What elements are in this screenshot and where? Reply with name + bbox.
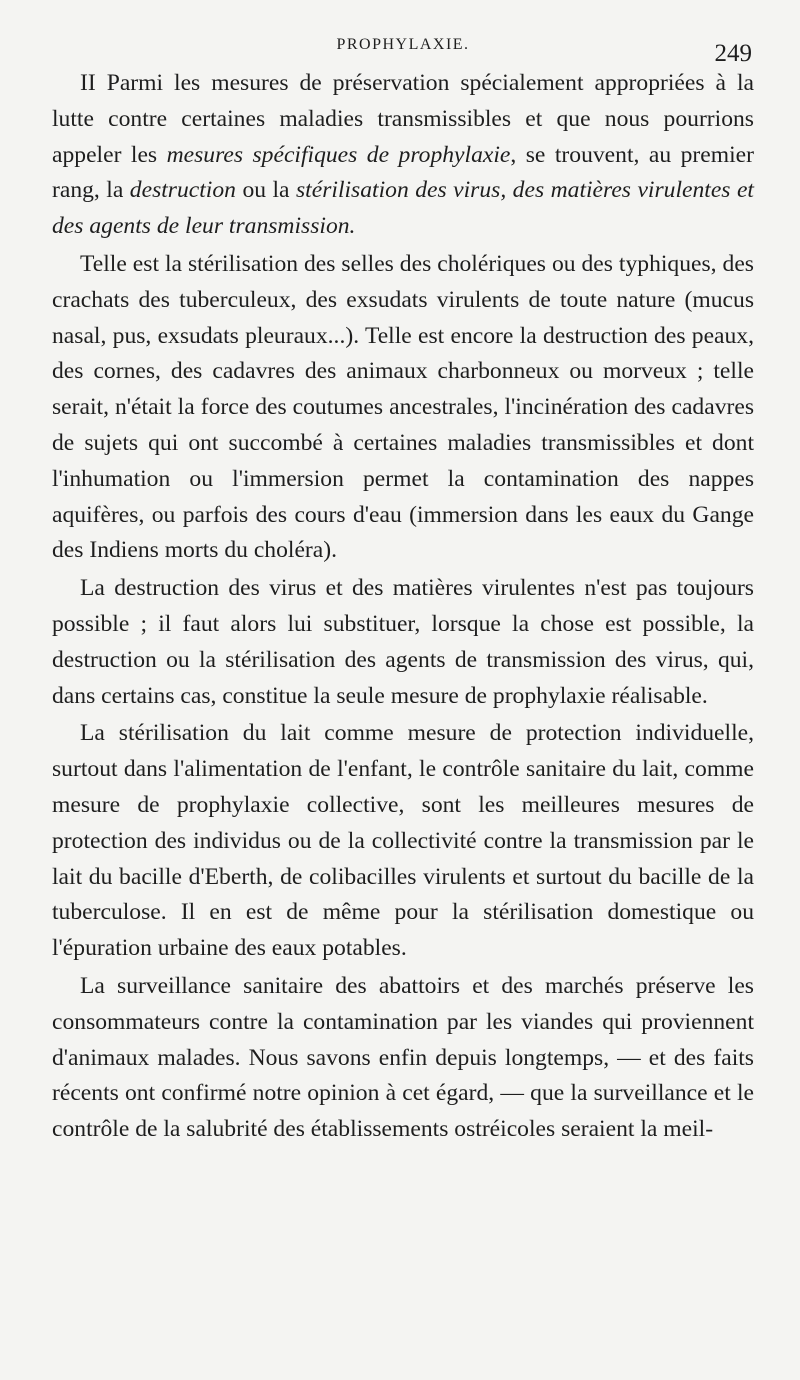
text-segment: II Parmi les mesures de préservation spécialement appropriées à la lutte contre certaines maladies transmissibles et que nous pourrions appeler les (52, 70, 754, 168)
paragraph (52, 716, 754, 967)
paragraph (52, 247, 754, 569)
text-segment: La stérilisation du lait comme mesure de protection individuelle, surtout dans l'alimentation de l'enfant, le contrôle sanitaire du lait, comme mesure de prophylaxie collective, sont les meilleures mesures de protection des individus ou de la collectivité contre la transmission par le lait du bacille d'Eberth, de colibacilles virulents et surtout du bacille de la tuberculose. Il en est de même pour la stérilisation domestique ou l'épuration urbaine des eaux potables. (52, 720, 754, 962)
running-head (52, 30, 754, 66)
body-text (52, 66, 754, 1148)
text-segment: La destruction des virus et des matières virulentes n'est pas toujours possible ; il faut alors lui substituer, lorsque la chose est possible, la destruction ou la stérilisation des agents de transmission des virus, qui, dans certains cas, constitue la seule mesure de prophylaxie réalisable. (52, 575, 754, 709)
italic-segment: stérilisation des virus, des matières virulentes et des agents de leur transmission. (52, 177, 754, 240)
page-number: 249 (714, 40, 752, 67)
running-head-title: PROPHYLAXIE. (336, 36, 470, 53)
italic-segment: destruction (129, 177, 236, 204)
text-segment: Telle est la stérilisation des selles des cholériques ou des typhiques, des crachats des tuberculeux, des exsudats virulents de toute nature (mucus nasal, pus, exsudats pleuraux...). Telle est encore la destruction des peaux, des cornes, des cadavres des animaux charbonneux ou morveux ; telle serait, n'était la force des coutumes ancestrales, l'incinération des cadavres de sujets qui ont succombé à certaines maladies transmissibles et dont l'inhumation ou l'immersion permet la contamination des nappes aquifères, ou parfois des cours d'eau (immersion dans les eaux du Gange des Indiens morts du choléra). (52, 250, 754, 564)
text-segment: ou la (235, 177, 296, 204)
paragraph (52, 969, 754, 1148)
text-segment: La surveillance sanitaire des abattoirs et des marchés préserve les consommateurs contre la contamination par les viandes qui proviennent d'animaux malades. Nous savons enfin depuis longtemps, — et des faits récents ont confirmé notre opinion à cet égard, — que la surveillance et le contrôle de la salubrité des établissements ostréicoles seraient la meil- (52, 972, 754, 1143)
text-segment: , se trouvent, au premier rang, la (52, 141, 754, 204)
paragraph (52, 571, 754, 714)
italic-segment: mesures spécifiques de prophylaxie (166, 141, 511, 168)
paragraph (52, 66, 754, 245)
